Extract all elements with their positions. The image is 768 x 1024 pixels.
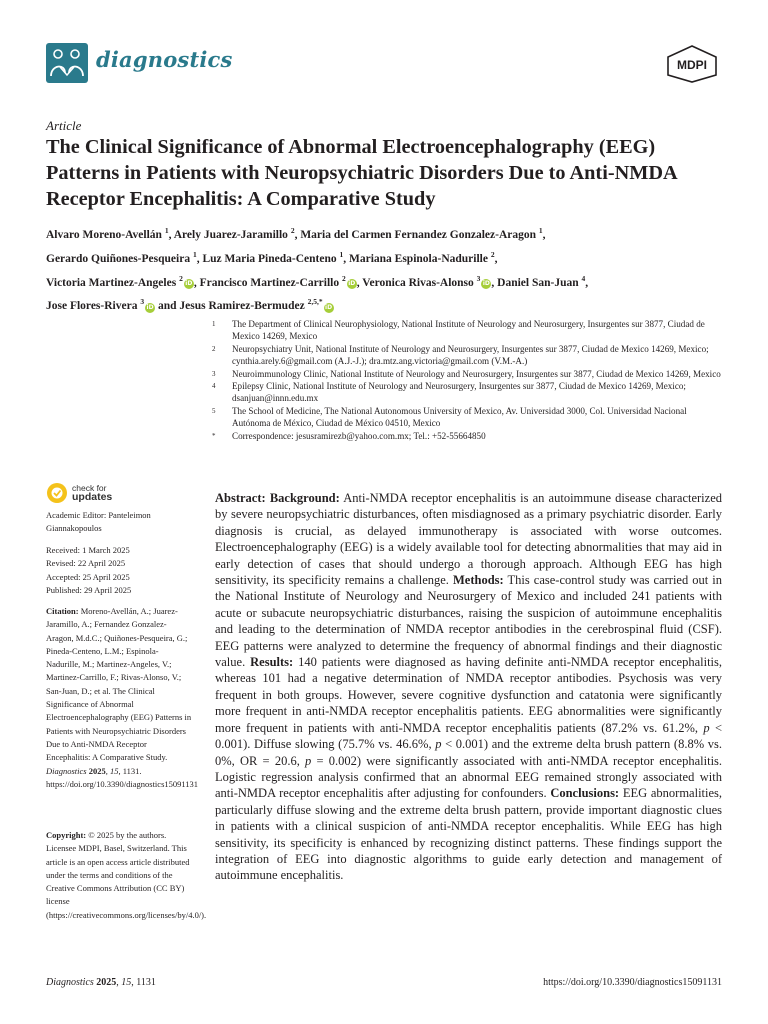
publisher-logo xyxy=(665,45,719,83)
affiliation-number: 3 xyxy=(212,369,216,378)
author-separator: , xyxy=(343,252,349,265)
check-for-updates-badge[interactable] xyxy=(46,482,112,504)
affiliation-number: 4 xyxy=(212,382,216,391)
orcid-icon[interactable]: iD xyxy=(348,280,356,288)
author-name[interactable]: Jesus Ramirez-Bermudez xyxy=(179,300,305,313)
author-name[interactable]: Daniel San-Juan xyxy=(497,276,579,289)
copyright-text: © 2025 by the authors. Licensee MDPI, Basel, Switzerland. This article is an open access article distributed under the terms and conditions of the Creative Commons Attribution (CC BY) license (https://creativecommons.org/licenses/by/4.0/). xyxy=(46,830,207,920)
author-affiliation-marker: 1 xyxy=(339,249,344,259)
affiliations xyxy=(212,318,722,442)
affiliation-number: 2 xyxy=(212,344,216,353)
author-name[interactable]: Jose Flores-Rivera xyxy=(46,300,138,313)
orcid-icon[interactable]: iD xyxy=(146,304,154,312)
affiliation-item xyxy=(212,380,722,405)
affiliation-number: * xyxy=(212,431,216,440)
article-type: Article xyxy=(46,118,82,133)
citation-year: 2025 xyxy=(88,765,106,776)
author-separator: , xyxy=(196,252,203,265)
author-separator: , xyxy=(294,228,301,241)
affiliation-text: Neuropsychiatry Unit, National Institute of Neurology and Neurosurgery, Insurgentes sur 3877, Ciudad de Mexico 14269, Mexico; cynthia.arely.6@gmail.com (A.J.-J.); dra.mtz.ang.victoria@gmail.com (V.M.-A.) xyxy=(232,343,709,367)
affiliation-text: The Department of Clinical Neurophysiology, National Institute of Neurology and Neurosurgery, Insurgentes sur 3877, Ciudad de Mexico 14269, Mexico xyxy=(232,319,705,342)
academic-editor xyxy=(46,509,192,536)
citation-volume: 15 xyxy=(110,765,119,776)
conclusions-label: Conclusions: xyxy=(550,786,620,801)
results-text-2: < 0.001). Diffuse slowing (75.7% vs. 46.6%, xyxy=(215,720,723,752)
author-name[interactable]: Victoria Martinez-Angeles xyxy=(46,276,177,289)
author-affiliation-marker: 1 xyxy=(164,226,169,235)
author-affiliation-marker: 1 xyxy=(192,249,197,259)
author-separator: and xyxy=(155,300,180,313)
results-text-3: < 0.001) and the extreme delta brush pattern (8.8% vs. 0%, OR = 20.6, xyxy=(215,737,722,768)
copyright-label: Copyright: xyxy=(46,830,87,840)
footer-year: 2025 xyxy=(96,977,117,988)
publication-date: Published: 29 April 2025 xyxy=(46,584,132,595)
footer-volume: 15 xyxy=(121,977,132,988)
p-value-symbol: p xyxy=(703,720,710,735)
background-text: Anti-NMDA receptor encephalitis is an autoimmune disease characterized by severe neuropsychiatric disturbances, often misdiagnosed as a primary psychiatric disorder. Early diagnosis is crucial, as delayed immunotherapy is associated with worse outcomes. Electroencephalography (EEG) is a widely available tool for detecting abnormalities that may aid in early detection of cases that should undergo a thorough approach. Although EEG has high sensitivity, its specificity remains a challenge. xyxy=(215,491,723,588)
author-separator: , xyxy=(193,276,200,289)
background-label: Background: xyxy=(269,491,340,505)
abstract-heading: Abstract: xyxy=(215,491,266,505)
copyright-block xyxy=(46,829,207,922)
author-affiliation-marker: 2 xyxy=(341,273,346,283)
author-name[interactable]: Maria del Carmen Fernandez Gonzalez-Aragon xyxy=(300,228,537,241)
results-text-1: 140 patients were diagnosed as having definite anti-NMDA receptor encephalitis, whereas 101 had a negative determination of NMDA receptor antibodies. Psychosis was very frequent in both groups. However, severe cognitive dysfunction and catatonia were significantly more frequent in anti-NMDA receptor encephalitis patients. EEG abnormalities were significantly more frequent in patients with anti-NMDA receptor encephalitis patients (87.2% vs. 61.2%, xyxy=(215,655,723,735)
author-affiliation-marker: 2,5,* xyxy=(307,297,323,307)
author-name[interactable]: Gerardo Quiñones-Pesqueira xyxy=(46,252,191,265)
journal-logo-icon xyxy=(46,43,88,83)
author-affiliation-marker: 2 xyxy=(179,273,183,283)
p-value-symbol: p xyxy=(305,753,312,768)
affiliation-item xyxy=(212,368,722,380)
author-separator: , xyxy=(168,228,174,241)
author-affiliation-marker: 3 xyxy=(476,273,481,283)
author-affiliation-marker: 2 xyxy=(290,226,295,235)
methods-text: This case-control study was carried out in the National Institute of Neurology and Neurosurgery of Mexico and included 241 patients with acute or subacute neuropsychiatric disturbances, raising the suspicion of autoimmune encephalitis and leading to the determination of NMDA receptor antibodies in the cerebrospinal fluid (CSF). EEG patterns were analyzed to determine the frequency of abnormal findings and their diagnostic value. xyxy=(215,573,722,670)
affiliation-item xyxy=(212,405,722,430)
affiliation-number: 5 xyxy=(212,406,216,415)
editor-label: Academic Editor: xyxy=(46,510,107,520)
journal-name: diagnostics xyxy=(96,47,233,72)
author-name[interactable]: Mariana Espinola-Nadurille xyxy=(348,252,488,265)
orcid-icon[interactable]: iD xyxy=(482,280,490,288)
conclusions-text: EEG abnormalities, particularly diffuse slowing and the extreme delta brush pattern, provide important diagnostic clues in patients with a clinical suspicion of anti-NMDA receptor encephalitis. While EEG has high sensitivity, its specificity is enhanced by recognizing distinct patterns. These findings support the integration of EEG into diagnostic algorithms to guide early detection and management of autoimmune encephalitis. xyxy=(215,786,723,883)
citation-journal: Diagnostics xyxy=(46,765,87,776)
affiliation-text: Neuroimmunology Clinic, National Institute of Neurology and Neurosurgery, Insurgentes sur 3877, Ciudad de Mexico 14269, Mexico xyxy=(232,368,721,379)
check-updates-line1: check for xyxy=(72,483,107,493)
citation-label: Citation: xyxy=(46,606,79,616)
check-updates-icon xyxy=(46,482,68,504)
publication-dates xyxy=(46,544,192,597)
footer-article-no: , 1131 xyxy=(131,977,156,988)
author-name[interactable]: Alvaro Moreno-Avellán xyxy=(46,228,162,241)
p-value-symbol: p xyxy=(435,737,442,752)
author-affiliation-marker: 2 xyxy=(490,249,495,259)
author-separator: , xyxy=(585,276,589,289)
check-updates-line2: updates xyxy=(72,491,113,503)
author-name[interactable]: Luz Maria Pineda-Centeno xyxy=(202,252,337,265)
citation-authors: Moreno-Avellán, A.; Juarez-Jaramillo, A.; Fernandez Gonzalez-Aragon, M.d.C.; Quiñones-Pesqueira, G.; Pineda-Centeno, L.M.; Espinola-Nadurille, M.; Martinez-Angeles, V.; Martinez-Carrillo, F.; Rivas-Alonso, V.; San-Juan, D.; et al. The Clinical Significance of Abnormal Electroencephalography (EEG) Patterns in Patients with Neuropsychiatric Disorders Due to Anti-NMDA Receptor Encephalitis: A Comparative Study. xyxy=(46,606,192,763)
affiliation-text: The School of Medicine, The National Autonomous University of Mexico, Av. Universidad 3000, Col. Universidad Nacional Autónoma de México, Ciudad de México 04510, Mexico xyxy=(232,405,687,429)
orcid-icon[interactable]: iD xyxy=(325,304,333,312)
affiliation-item xyxy=(212,430,722,442)
author-name[interactable]: Veronica Rivas-Alonso xyxy=(362,276,474,289)
editor-name: Panteleimon Giannakopoulos xyxy=(46,510,151,534)
author-separator: , xyxy=(542,228,546,241)
author-affiliation-marker: 1 xyxy=(538,226,543,235)
author-separator: , xyxy=(491,276,498,289)
author-name[interactable]: Arely Juarez-Jaramillo xyxy=(173,228,288,241)
results-label: Results: xyxy=(250,655,294,670)
citation-block: Citation: Moreno-Avellán, A.; Juarez-Jaramillo, A.; Fernandez Gonzalez-Aragon, M.d.C.; Quiñones-Pesqueira, G.; Pineda-Centeno, L.M.; Espinola-Nadurille, M.; Martinez-Angeles, V.; Martinez-Carrillo, F.; Rivas-Alonso, V.; San-Juan, D.; et al. The Clinical Significance of Abnormal Electroencephalography (EEG) Patterns in Patients with Neuropsychiatric Disorders Due to Anti-NMDA Receptor Encephalitis: A Comparative Study. Diagnostics 2025, 15, 1131. https://doi.org/10.3390/diagnostics15091131 xyxy=(46,606,199,789)
author-affiliation-marker: 4 xyxy=(581,273,586,283)
article-title: The Clinical Significance of Abnormal Electroencephalography (EEG) Patterns in Patients with Neuropsychiatric Disorders Due to Anti-NMDA Receptor Encephalitis: A Comparative Study xyxy=(46,136,677,210)
results-text-4: = 0.002) were significantly associated with anti-NMDA receptor encephalitis. Logistic regression analysis confirmed that an abnormal EEG remained strongly associated with anti-NMDA receptor encephalitis after adjusting for confounders. xyxy=(215,753,723,801)
author-separator: , xyxy=(494,252,498,265)
methods-label: Methods: xyxy=(452,573,504,588)
affiliation-item xyxy=(212,343,722,368)
publisher-name: MDPI xyxy=(677,58,707,72)
affiliation-number: 1 xyxy=(212,320,216,328)
citation-rest: , 1131. https://doi.org/10.3390/diagnostics15091131 xyxy=(46,765,199,789)
author-affiliation-marker: 3 xyxy=(140,297,145,307)
author-separator: , xyxy=(356,276,363,289)
affiliation-item xyxy=(212,318,722,343)
abstract xyxy=(215,490,722,884)
footer-doi-link[interactable]: https://doi.org/10.3390/diagnostics15091131 xyxy=(543,977,722,988)
affiliation-text: Epilepsy Clinic, National Institute of Neurology and Neurosurgery, Insurgentes sur 3877, Ciudad de Mexico 14269, Mexico; dsanjuan@innn.edu.mx xyxy=(232,381,686,404)
publication-date: Revised: 22 April 2025 xyxy=(46,558,126,569)
author-name[interactable]: Francisco Martinez-Carrillo xyxy=(199,276,340,289)
footer-journal: Diagnostics xyxy=(46,977,94,988)
publication-date: Accepted: 25 April 2025 xyxy=(46,571,130,582)
orcid-icon[interactable]: iD xyxy=(185,280,193,288)
affiliation-text: Correspondence: jesusramirezb@yahoo.com.mx; Tel.: +52-55664850 xyxy=(232,430,486,441)
footer-citation: Diagnostics 2025, 15, 1131 xyxy=(46,977,156,988)
author-list xyxy=(46,221,726,316)
publication-date: Received: 1 March 2025 xyxy=(46,545,130,555)
